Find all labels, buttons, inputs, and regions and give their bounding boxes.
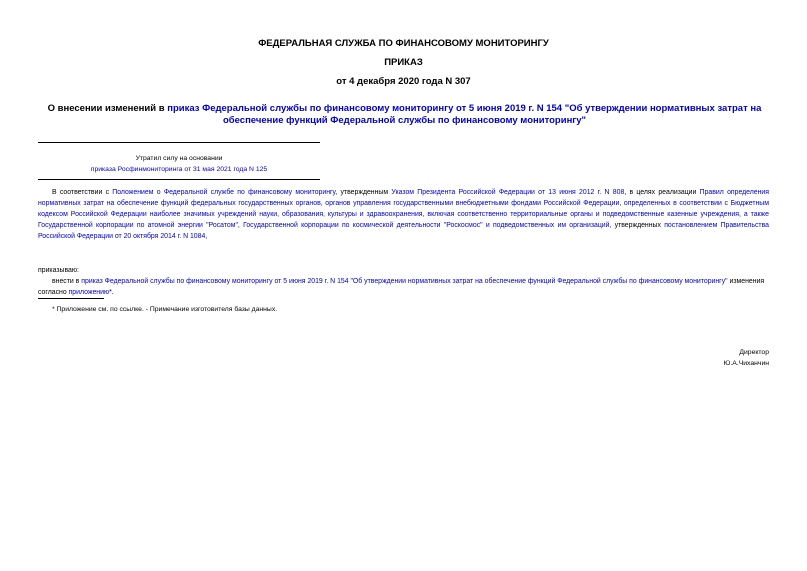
invalidation-order-link[interactable]: приказа Росфинмониторинга от 31 мая 2021 года N 125 — [90, 166, 268, 173]
order-clause-paragraph — [38, 276, 769, 298]
preamble-text-1: В соответствии с — [52, 189, 113, 196]
preamble-text-5: , — [205, 233, 208, 240]
amended-order-link[interactable]: приказ Федеральной службы по финансовому мониторингу от 5 июня 2019 г. N 154 "Об утверждении нормативных затрат на обеспечение функций Федеральной службы по финансовому мониторингу" — [81, 278, 728, 285]
footnote-divider — [38, 298, 104, 299]
divider-top — [38, 142, 320, 143]
clause-text-2: изменения согласно — [38, 278, 765, 296]
divider-bottom — [38, 179, 320, 180]
appendix-link[interactable]: приложению — [68, 289, 110, 296]
rules-link[interactable]: Правил определения нормативных затрат на обеспечение функций федеральных государственных органов, органов управления государственными внебюджетными фондами Российской Федерации, определенных в соответствии с Бюджетным кодексом Российской Федерации наиболее значимых учреждений науки, образования, культуры и здравоохранения, включая соответственно территориальные органы и подведомственные казенные учреждения, а также Государственной корпорации по атомной энергии "Росатом", Государственной корпорации по космической деятельности "Роскосмос" и подведомственных им организаций — [38, 189, 770, 229]
clause-text-1: внести в — [52, 278, 82, 285]
signatory-position: Директор — [739, 349, 769, 356]
document-date-number: от 4 декабря 2020 года N 307 — [336, 76, 471, 87]
preamble-text-3: , в целях реализации — [624, 189, 700, 196]
title-order-link[interactable]: приказ Федеральной службы по финансовому мониторингу от 5 июня 2019 г. N 154 "Об утверждении нормативных затрат на обеспечение функций Федеральной службы по финансовому мониторингу" — [167, 103, 762, 126]
regulation-link[interactable]: Положением о Федеральной службе по финансовому мониторингу — [112, 189, 336, 196]
preamble-text-4: , утвержденных — [609, 222, 665, 229]
preamble-text-2: , утвержденным — [335, 189, 392, 196]
government-resolution-link[interactable]: постановлением Правительства Российской Федерации от 20 октября 2014 г. N 1084 — [38, 222, 769, 240]
invalidation-note: Утратил силу на основании — [135, 155, 223, 162]
ordered-word: приказываю: — [38, 267, 79, 274]
signatory-name: Ю.А.Чиханчин — [723, 360, 769, 367]
preamble-paragraph — [38, 187, 769, 242]
presidential-decree-link[interactable]: Указом Президента Российской Федерации от 13 июня 2012 г. N 808 — [391, 189, 625, 196]
invalidation-note-link-line — [38, 164, 320, 175]
document-title — [36, 103, 773, 126]
organization-heading: ФЕДЕРАЛЬНАЯ СЛУЖБА ПО ФИНАНСОВОМУ МОНИТОРИНГУ — [258, 38, 549, 49]
clause-text-3: *. — [109, 289, 114, 296]
document-type-heading: ПРИКАЗ — [384, 57, 423, 68]
title-prefix: О внесении изменений в — [47, 103, 168, 114]
footnote: * Приложение см. по ссылке. - Примечание изготовителя базы данных. — [52, 306, 278, 313]
